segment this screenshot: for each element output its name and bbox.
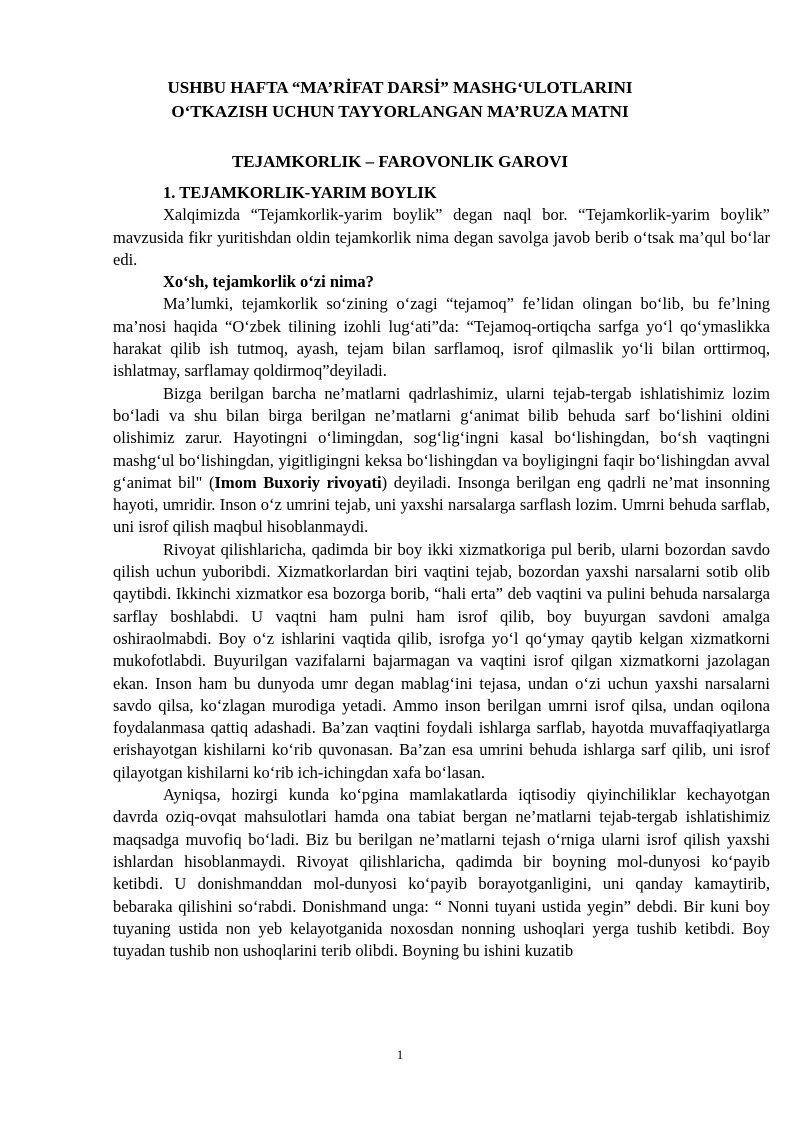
main-heading: TEJAMKORLIK – FAROVONLIK GAROVI bbox=[231, 152, 569, 171]
paragraph-3-part-b: ) deyiladi. Insonga berilgan eng qadrli ne’mat insonning hayoti, umridir. Inson o‘z umrini tejab, uni yaxshi narsalarga sarflash lozim. Umrni behuda sarflab, uni isrof qilish maqbul hisoblanmaydi. bbox=[113, 472, 770, 537]
page-number: 1 bbox=[396, 1047, 404, 1062]
paragraph-3-citation: Imom Buxoriy rivoyati bbox=[214, 472, 382, 492]
paragraph-5: Ayniqsa, hozirgi kunda ko‘pgina mamlakatlarda iqtisodiy qiyinchiliklar kechayotgan davrda oziq-ovqat mahsulotlari hamda ona tabiat bergan ne’matlarni tejab-tergab ishlatishimiz maqsadga muvofiq bo‘ladi. Biz bu berilgan ne’matlarni tejash o‘rniga ularni isrof qilish yaxshi ishlardan hisoblanmaydi. Rivoyat qilishlaricha, qadimda bir boyning mol-dunyosi ko‘payib ketibdi. U donishmanddan mol-dunyosi ko‘payib borayotganligini, uni qanday kamaytirib, bebaraka qilishini so‘rabdi. Donishmand unga: “ Nonni tuyani ustida yegin” debdi. Bir kuni boy tuyaning ustida non yeb kelayotganida noxosdan nonning ushoqlari yerga tushib ketibdi. Boy tuyadan tushib non ushoqlarini terib olibdi. Boyning bu ishini kuzatib bbox=[113, 785, 770, 961]
paragraph-2: Ma’lumki, tejamkorlik so‘zining o‘zagi “tejamoq” fe’lidan olingan bo‘lib, bu fe’lning ma’nosi haqida “O‘zbek tilining izohli lug‘ati”da: “Tejamoq-ortiqcha sarfga yo‘l qo‘ymaslikka harakat qilib ish tutmoq, ayash, tejam bilan sarflamoq, isrof qilmaslik yo‘li bilan orttirmoq, ishlatmay, sarflamay qoldirmoq”deyiladi. bbox=[113, 294, 770, 381]
document-title-line-2: O‘TKAZISH UCHUN TAYYORLANGAN MA’RUZA MATNI bbox=[171, 102, 629, 121]
subheading: Xo‘sh, tejamkorlik o‘zi nima? bbox=[163, 272, 374, 292]
document-title-line-1: USHBU HAFTA “MA’RİFAT DARSİ” MASHG‘ULOTLARINI bbox=[167, 78, 633, 97]
section-heading: 1. TEJAMKORLIK-YARIM BOYLIK bbox=[163, 183, 437, 202]
paragraph-3-part-a: Bizga berilgan barcha ne’matlarni qadrlashimiz, ularni tejab-tergab ishlatishimiz lozim bo‘ladi va shu bilan birga berilgan ne’matlarni g‘animat bilib behuda sarf bo‘lishini oldini olishimiz zarur. Hayotingni o‘limingdan, sog‘lig‘ingni kasal bo‘lishingdan, bo‘sh vaqtingni mashg‘ul bo‘lishingdan, yigitligingni keksa bo‘lishingdan va boyligingni faqir bo‘lishingdan avval g‘animat bil" ( bbox=[113, 383, 770, 492]
paragraph-3 bbox=[113, 383, 770, 539]
paragraph-1: Xalqimizda “Tejamkorlik-yarim boylik” degan naql bor. “Tejamkorlik-yarim boylik” mavzusida fikr yuritishdan oldin tejamkorlik nima degan savolga javob berib o‘tsak ma’qul bo‘lar edi. bbox=[113, 205, 770, 269]
paragraph-4: Rivoyat qilishlaricha, qadimda bir boy ikki xizmatkoriga pul berib, ularni bozordan savdo qilish uchun yuboribdi. Xizmatkorlardan biri vaqtini tejab, bozordan yaxshi narsalarni sotib olib qaytibdi. Ikkinchi xizmatkor esa bozorga borib, “hali erta” deb vaqtini va pulini behuda narsalarga sarflay boshlabdi. U vaqtni ham pulni ham isrof qilib, boy buyurgan savdoni amalga oshiraolmabdi. Boy o‘z ishlarini vaqtida qilib, isrofga yo‘l qo‘ymay qaytib kelgan xizmatkorni mukofotlabdi. Buyurilgan vazifalarni bajarmagan va vaqtini isrof qilgan xizmatkorni jazolagan ekan. Inson ham bu dunyoda umr degan mablag‘ini tejasa, undan o‘zi uchun yaxshi narsalarni savdo qilsa, ko‘zlagan murodiga yetadi. Ammo inson berilgan umrni isrof qilsa, undan oqilona foydalanmasa qattiq adashadi. Ba’zan vaqtini foydali ishlarga sarflab, hayotda muvaffaqiyatlarga erishayotgan kishilarni ko‘rib quvonasan. Ba’zan esa umrini behuda ishlarga sarf qilib, uni isrof qilayotgan kishilarni ko‘rib ich-ichingdan xafa bo‘lasan. bbox=[113, 539, 770, 782]
body-text bbox=[113, 182, 770, 962]
